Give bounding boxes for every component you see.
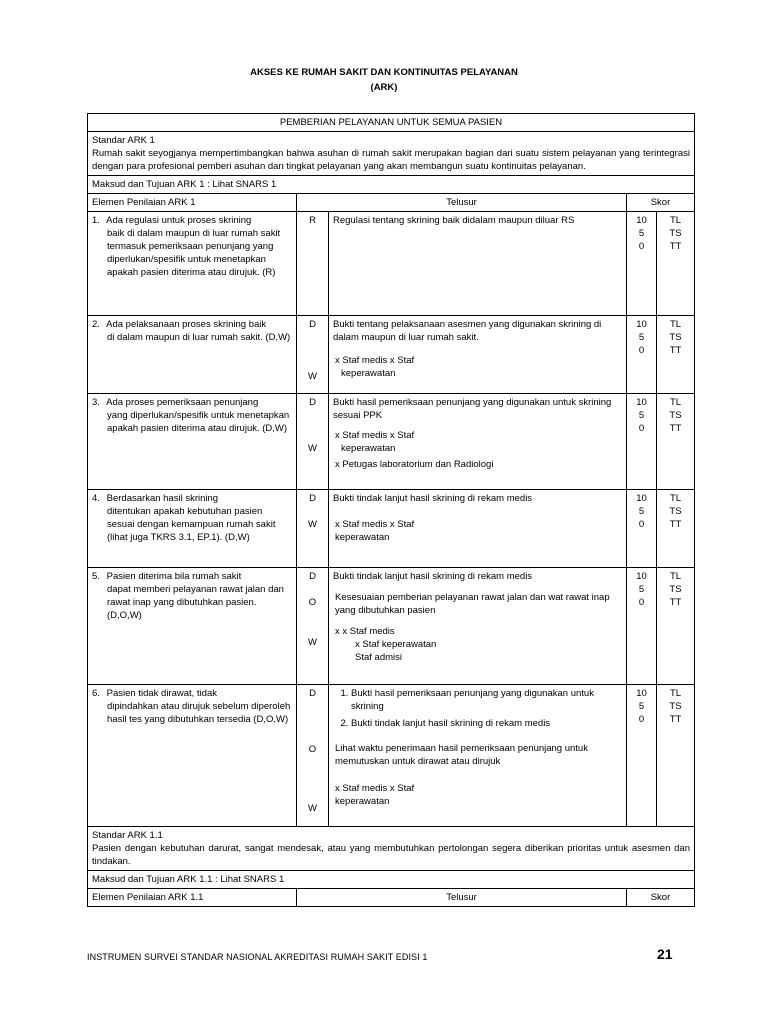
code-cell <box>297 316 329 394</box>
elemen-cell <box>88 212 297 316</box>
assessment-table <box>87 113 695 907</box>
grade: TS <box>669 584 682 595</box>
code: D <box>309 397 316 408</box>
telusur-line: x Staf medis x Staf <box>335 430 415 441</box>
telusur-line: x Staf medis x Staf <box>335 355 415 366</box>
score: 0 <box>638 423 645 434</box>
code-cell <box>297 394 329 490</box>
grade: TT <box>669 519 682 530</box>
score-cell <box>627 316 657 394</box>
code-cell <box>297 685 329 827</box>
score: 10 <box>636 215 647 226</box>
col-telusur: Telusur <box>297 889 627 907</box>
col-skor: Skor <box>627 194 695 212</box>
score: 0 <box>638 597 645 608</box>
grade-cell <box>657 212 695 316</box>
section-header: PEMBERIAN PELAYANAN UNTUK SEMUA PASIEN <box>88 114 695 132</box>
score: 10 <box>636 688 647 699</box>
telusur-list <box>333 687 622 730</box>
grade-cell <box>657 394 695 490</box>
code: W <box>308 371 317 382</box>
telusur-line: Lihat waktu penerimaan hasil pemeriksaan penunjang untuk memutuskan untuk dirawat atau dirujuk <box>335 743 588 767</box>
maksud-row <box>88 871 695 889</box>
elemen-number: 5. <box>92 571 100 582</box>
maksud-text: Maksud dan Tujuan ARK 1 : Lihat SNARS 1 <box>88 176 695 194</box>
elemen-rest: yang diperlukan/spesifik untuk menetapkan apakah pasien diterima atau dirujuk. (D,W) <box>107 410 290 434</box>
telusur-line: keperawatan <box>341 368 396 379</box>
page-number: 21 <box>657 946 673 962</box>
telusur-line: Staf admisi <box>355 652 402 663</box>
telusur-line: keperawatan <box>335 532 390 543</box>
grade: TL <box>669 319 682 330</box>
maksud-row <box>88 176 695 194</box>
telusur-cell <box>329 568 627 685</box>
telusur-line: x Staf medis x Staf <box>335 519 415 530</box>
score: 5 <box>638 410 645 421</box>
elemen-rest: di dalam maupun di luar rumah sakit. (D,W) <box>107 332 291 343</box>
elemen-cell <box>88 394 297 490</box>
score-cell <box>627 212 657 316</box>
grade-cell <box>657 568 695 685</box>
grade: TS <box>669 410 682 421</box>
grade-cell <box>657 490 695 568</box>
score: 0 <box>638 519 645 530</box>
telusur-cell <box>329 490 627 568</box>
score: 5 <box>638 701 645 712</box>
score: 10 <box>636 397 647 408</box>
grade: TS <box>669 332 682 343</box>
standard-label: Standar ARK 1.1 <box>92 830 163 841</box>
code-cell <box>297 212 329 316</box>
elemen-number: 2. <box>92 319 100 330</box>
telusur-cell <box>329 316 627 394</box>
code: D <box>309 493 316 504</box>
grade: TT <box>669 345 682 356</box>
elemen-cell <box>88 685 297 827</box>
telusur-line: x Staf keperawatan <box>355 639 437 650</box>
score-cell <box>627 568 657 685</box>
table-row <box>88 685 695 827</box>
elemen-rest: dipindahkan atau dirujuk sebelum diperoleh hasil tes yang dibutuhkan tersedia (D,O,W) <box>107 701 291 725</box>
grade: TS <box>669 701 682 712</box>
telusur-cell <box>329 212 627 316</box>
col-telusur: Telusur <box>297 194 627 212</box>
telusur-cell <box>329 685 627 827</box>
telusur-line: Bukti tindak lanjut hasil skrining di rekam medis <box>333 571 533 582</box>
telusur-line: x x Staf medis <box>335 626 395 637</box>
grade: TS <box>669 228 682 239</box>
grade: TL <box>669 215 682 226</box>
standard-text: Rumah sakit seyogjanya mempertimbangkan bahwa asuhan di rumah sakit merupakan bagian dari suatu sistem pelayanan yang terintegrasi dengan para profesional pemberi asuhan dan tingkat pelayanan yang akan membangun suatu kontinuitas pelayanan. <box>92 148 690 172</box>
table-row <box>88 394 695 490</box>
elemen-rest: baik di dalam maupun di luar rumah sakit termasuk pemeriksaan penunjang yang diperlukan/spesifik untuk menetapkan apakah pasien diterima atau dirujuk. (R) <box>107 228 281 278</box>
score-cell <box>627 685 657 827</box>
score: 5 <box>638 332 645 343</box>
maksud-text: Maksud dan Tujuan ARK 1.1 : Lihat SNARS 1 <box>88 871 695 889</box>
score: 10 <box>636 319 647 330</box>
elemen-number: 1. <box>92 215 100 226</box>
code: W <box>308 803 317 814</box>
telusur-line: Bukti hasil pemeriksaan penunjang yang digunakan untuk skrining sesuai PPK <box>333 397 612 421</box>
code: D <box>309 688 316 699</box>
code: D <box>309 571 316 582</box>
elemen-rest: ditentukan apakah kebutuhan pasien sesuai dengan kemampuan rumah sakit (lihat juga TKRS 3.1, EP.1). (D,W) <box>107 506 276 543</box>
page-footer: INSTRUMEN SURVEI STANDAR NASIONAL AKREDITASI RUMAH SAKIT EDISI 1 <box>87 952 428 962</box>
telusur-line: Bukti tentang pelaksanaan asesmen yang digunakan skrining di dalam maupun di luar rumah sakit. <box>333 319 602 343</box>
code: D <box>309 319 316 330</box>
table-row <box>88 212 695 316</box>
score: 0 <box>638 345 645 356</box>
score: 0 <box>638 241 645 252</box>
table-row <box>88 568 695 685</box>
standard-label: Standar ARK 1 <box>92 135 155 146</box>
code: W <box>308 443 317 454</box>
elemen-first-line: Pasien tidak dirawat, tidak <box>106 688 218 699</box>
grade: TT <box>669 714 682 725</box>
elemen-first-line: Berdasarkan hasil skrining <box>106 493 219 504</box>
score-cell <box>627 394 657 490</box>
telusur-line: keperawatan <box>335 796 390 807</box>
table-row <box>88 490 695 568</box>
code: O <box>308 744 317 755</box>
score: 10 <box>636 571 647 582</box>
document-title: AKSES KE RUMAH SAKIT DAN KONTINUITAS PELAYANAN <box>250 67 518 78</box>
section-header-row <box>88 114 695 132</box>
elemen-first-line: Ada regulasi untuk proses skrining <box>106 215 252 226</box>
col-elemen: Elemen Penilaian ARK 1 <box>88 194 297 212</box>
grade: TS <box>669 506 682 517</box>
score: 10 <box>636 493 647 504</box>
telusur-list-item: 2. Bukti tindak lanjut hasil skrining di rekam medis <box>351 717 622 730</box>
grade: TT <box>669 423 682 434</box>
score: 5 <box>638 506 645 517</box>
elemen-number: 3. <box>92 397 100 408</box>
grade: TT <box>669 241 682 252</box>
telusur-list-item: 1. Bukti hasil pemeriksaan penunjang yang digunakan untuk skrining <box>351 687 622 713</box>
grade: TT <box>669 597 682 608</box>
column-header-row <box>88 194 695 212</box>
grade: TL <box>669 571 682 582</box>
telusur-cell <box>329 394 627 490</box>
score: 5 <box>638 228 645 239</box>
code: R <box>309 215 316 226</box>
code: W <box>308 519 317 530</box>
elemen-number: 4. <box>92 493 100 504</box>
score: 0 <box>638 714 645 725</box>
elemen-first-line: Ada pelaksanaan proses skrining baik <box>106 319 267 330</box>
score-cell <box>627 490 657 568</box>
elemen-number: 6. <box>92 688 100 699</box>
column-header-row <box>88 889 695 907</box>
code: O <box>308 597 317 608</box>
table-row <box>88 316 695 394</box>
code: W <box>308 637 317 648</box>
grade: TL <box>669 397 682 408</box>
grade: TL <box>669 688 682 699</box>
document-subtitle: (ARK) <box>370 82 398 93</box>
telusur-line: x Staf medis x Staf <box>335 783 415 794</box>
grade-cell <box>657 316 695 394</box>
telusur-line: Regulasi tentang skrining baik didalam maupun diluar RS <box>333 215 575 226</box>
grade-cell <box>657 685 695 827</box>
grade: TL <box>669 493 682 504</box>
code-cell <box>297 568 329 685</box>
telusur-line: x Petugas laboratorium dan Radiologi <box>335 459 494 470</box>
standard-text: Pasien dengan kebutuhan darurat, sangat mendesak, atau yang membutuhkan pertolongan segera diberikan prioritas untuk asesmen dan tindakan. <box>92 843 690 867</box>
telusur-line: Bukti tindak lanjut hasil skrining di rekam medis <box>333 493 533 504</box>
elemen-cell <box>88 316 297 394</box>
elemen-first-line: Ada proses pemeriksaan penunjang <box>106 397 259 408</box>
elemen-first-line: Pasien diterima bila rumah sakit <box>106 571 242 582</box>
col-skor: Skor <box>627 889 695 907</box>
elemen-cell <box>88 490 297 568</box>
score: 5 <box>638 584 645 595</box>
telusur-line: keperawatan <box>341 443 396 454</box>
telusur-line: Kesesuaian pemberian pelayanan rawat jalan dan wat rawat inap yang dibutuhkan pasien <box>335 592 610 616</box>
standard-row <box>88 827 695 871</box>
code-cell <box>297 490 329 568</box>
elemen-cell <box>88 568 297 685</box>
elemen-rest: dapat memberi pelayanan rawat jalan dan rawat inap yang dibutuhkan pasien. (D,O,W) <box>107 584 284 621</box>
standard-row <box>88 132 695 176</box>
col-elemen: Elemen Penilaian ARK 1.1 <box>88 889 297 907</box>
